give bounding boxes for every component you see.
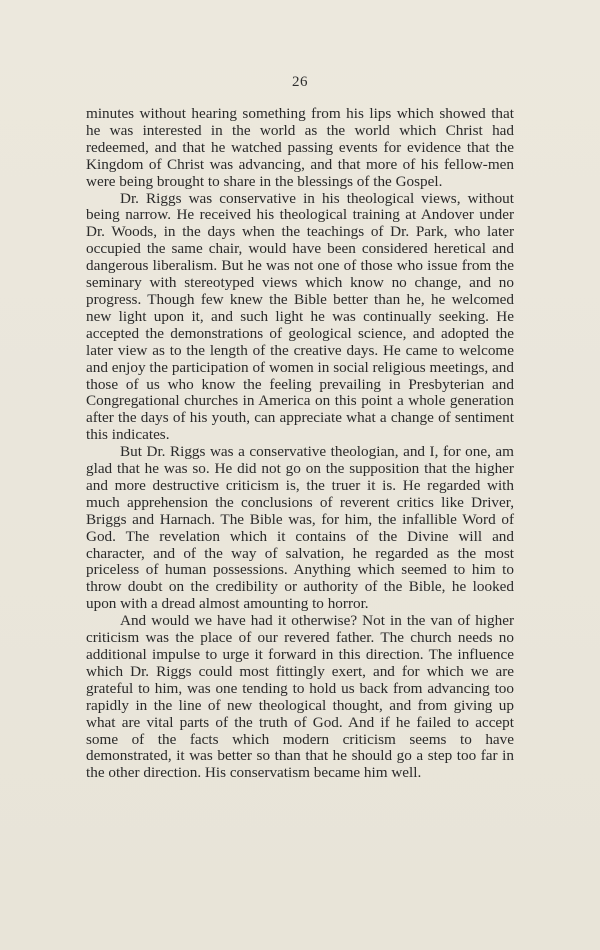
body-text	[86, 106, 514, 782]
paragraph-conservative-theologian: But Dr. Riggs was a conservative theologian, and I, for one, am glad that he was so. He did not go on the supposition that the higher and more destructive criticism is, the truer it is. He regarded with much apprehension the conclusions of reverent critics like Driver, Briggs and Harnach. The Bible was, for him, the infallible Word of God. The revelation which it contains of the Divine will and character, and of the way of salvation, he regarded as the most priceless of human possessions. Anything which seemed to him to throw doubt on the credibility or authority of the Bible, he looked upon with a dread almost amounting to horror.	[86, 443, 514, 613]
paragraph-otherwise: And would we have had it otherwise? Not in the van of higher criticism was the place of our revered father. The church needs no additional impulse to urge it forward in this direction. The influence which Dr. Riggs could most fittingly exert, and for which we are grateful to him, was one tending to hold us back from advancing too rapidly in the line of new theological thought, and from giving up what are vital parts of the truth of God. And if he failed to accept some of the facts which modern criticism seems to have demonstrated, it was better so than that he should go a step too far in the other direction. His conservatism became him well.	[86, 612, 514, 782]
paragraph-continued: minutes without hearing something from his lips which showed that he was interested in the world as the world which Christ had redeemed, and that he watched passing events for evidence that the Kingdom of Christ was advancing, and that more of his fellow-men were being brought to share in the blessings of the Gospel.	[86, 105, 514, 190]
page-number: 26	[292, 74, 308, 90]
paragraph-theological-views: Dr. Riggs was conservative in his theological views, without being narrow. He received his theological training at Andover under Dr. Woods, in the days when the teachings of Dr. Park, who later occupied the same chair, would have been considered heretical and dangerous liberalism. But he was not one of those who issue from the seminary with stereotyped views which know no change, and no progress. Though few knew the Bible better than he, he welcomed new light upon it, and such light he was continually seeking. He accepted the demonstrations of geological science, and adopted the later view as to the length of the creative days. He came to welcome and enjoy the participation of women in social religious meetings, and those of us who know the feeling prevailing in Presbyterian and Congregational churches in America on this point a whole generation after the days of his youth, can appreciate what a change of sentiment this indicates.	[86, 189, 514, 444]
